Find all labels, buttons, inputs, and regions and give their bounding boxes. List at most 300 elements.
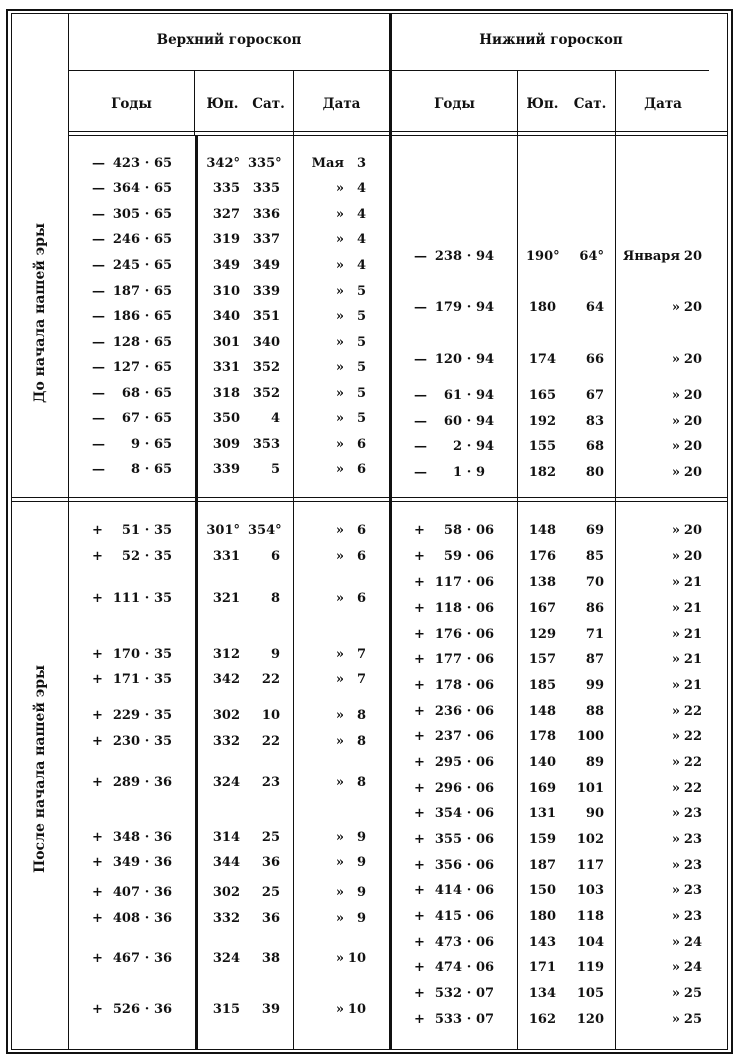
year-fraction: 06: [476, 627, 495, 642]
year-fraction: 65: [154, 437, 173, 452]
lower-jupiter-cell: 165: [528, 388, 556, 403]
date-day: 5: [356, 411, 366, 426]
lower-date-cell: [620, 832, 702, 848]
date-month: »: [335, 885, 344, 900]
year-fraction: 06: [476, 960, 495, 975]
date-month: »: [335, 207, 344, 222]
lower-date-cell: [620, 627, 702, 643]
lower-year-cell: [414, 986, 504, 1002]
upper-year-cell: [92, 672, 182, 688]
lower-date-cell: [620, 755, 702, 771]
year-number: 414: [434, 883, 462, 898]
lower-saturn-cell: 88: [585, 704, 604, 719]
date-day: 20: [683, 414, 702, 429]
year-separator-dot: ·: [144, 855, 150, 870]
upper-jupiter-cell: 301: [212, 335, 240, 350]
year-sign: +: [414, 627, 425, 642]
date-day: 8: [356, 775, 366, 790]
upper-year-cell: [92, 335, 182, 351]
lower-saturn-cell: 69: [585, 523, 604, 538]
year-separator-dot: ·: [144, 181, 150, 196]
year-number: 60: [443, 414, 462, 429]
year-separator-dot: ·: [144, 775, 150, 790]
year-fraction: 65: [154, 462, 173, 477]
upper-date-cell: [300, 855, 366, 871]
year-number: 289: [112, 775, 140, 790]
year-fraction: 94: [476, 300, 495, 315]
upper-year-cell: [92, 411, 182, 427]
year-sign: +: [414, 935, 425, 950]
year-sign: +: [414, 960, 425, 975]
lower-year-cell: [414, 575, 504, 591]
year-sign: +: [414, 883, 425, 898]
lower-date-cell: [620, 352, 702, 368]
lower-year-cell: [414, 704, 504, 720]
lower-date-cell: [620, 249, 702, 265]
year-fraction: 06: [476, 652, 495, 667]
upper-jupiter-cell: 340: [212, 309, 240, 324]
year-fraction: 06: [476, 883, 495, 898]
year-fraction: 94: [476, 249, 495, 264]
upper-date-cell: [300, 830, 366, 846]
year-fraction: 06: [476, 678, 495, 693]
date-month: »: [335, 591, 344, 606]
date-day: 21: [683, 601, 702, 616]
lower-date-cell: [620, 935, 702, 951]
upper-year-cell: [92, 647, 182, 663]
year-number: 467: [112, 951, 140, 966]
year-sign: —: [414, 465, 427, 480]
year-number: 236: [434, 704, 462, 719]
date-month: »: [671, 523, 680, 538]
year-fraction: 07: [476, 1012, 495, 1027]
lower-saturn-cell: 119: [576, 960, 604, 975]
year-number: 178: [434, 678, 462, 693]
date-day: 23: [683, 832, 702, 847]
year-fraction: 94: [476, 414, 495, 429]
upper-year-cell: [92, 181, 182, 197]
lower-col-date: Дата: [644, 96, 682, 112]
date-day: 25: [683, 1012, 702, 1027]
year-separator-dot: ·: [144, 647, 150, 662]
year-fraction: 06: [476, 935, 495, 950]
lower-saturn-cell: 89: [585, 755, 604, 770]
upper-saturn-cell: 25: [261, 830, 280, 845]
date-month: »: [671, 755, 680, 770]
lower-year-cell: [414, 652, 504, 668]
upper-saturn-cell: 339: [252, 284, 280, 299]
date-day: 5: [356, 335, 366, 350]
date-day: 22: [683, 729, 702, 744]
year-separator-dot: ·: [144, 523, 150, 538]
upper-jupiter-cell: 331: [212, 549, 240, 564]
upper-year-cell: [92, 232, 182, 248]
lower-jupiter-cell: 190°: [526, 249, 560, 264]
date-day: 22: [683, 704, 702, 719]
lower-date-cell: [620, 523, 702, 539]
upper-date-cell: [300, 951, 366, 967]
lower-date-cell: [620, 883, 702, 899]
lower-year-cell: [414, 960, 504, 976]
date-month: »: [671, 858, 680, 873]
lower-jupiter-cell: 162: [528, 1012, 556, 1027]
year-number: 176: [434, 627, 462, 642]
lower-horoscope-title: Нижний гороскоп: [479, 32, 623, 48]
year-sign: —: [414, 249, 427, 264]
year-fraction: 36: [154, 830, 173, 845]
lower-saturn-cell: 71: [585, 627, 604, 642]
upper-year-cell: [92, 386, 182, 402]
header-double-line-1: [69, 131, 728, 132]
lower-jupiter-cell: 169: [528, 781, 556, 796]
lower-date-cell: [620, 414, 702, 430]
lower-year-cell: [414, 549, 504, 565]
year-separator-dot: ·: [144, 335, 150, 350]
year-number: 128: [112, 335, 140, 350]
year-separator-dot: ·: [144, 156, 150, 171]
year-separator-dot: ·: [144, 951, 150, 966]
upper-jupiter-cell: 302: [212, 885, 240, 900]
upper-col-years: Годы: [111, 96, 152, 112]
upper-saturn-cell: 340: [252, 335, 280, 350]
upper-year-cell: [92, 951, 182, 967]
date-day: 25: [683, 986, 702, 1001]
lower-date-cell: [620, 601, 702, 617]
date-month: »: [671, 465, 680, 480]
year-separator-dot: ·: [144, 830, 150, 845]
year-sign: +: [414, 755, 425, 770]
upper-jupiter-cell: 309: [212, 437, 240, 452]
year-number: 349: [112, 855, 140, 870]
year-number: 423: [112, 156, 140, 171]
upper-jupiter-cell: 332: [212, 911, 240, 926]
year-fraction: 65: [154, 411, 173, 426]
lower-date-cell: [620, 652, 702, 668]
lower-year-cell: [414, 300, 504, 316]
date-day: 20: [683, 388, 702, 403]
year-separator-dot: ·: [466, 806, 472, 821]
lower-jupiter-cell: 180: [528, 909, 556, 924]
upper-jupiter-cell: 342: [212, 672, 240, 687]
upper-year-cell: [92, 462, 182, 478]
year-fraction: 06: [476, 523, 495, 538]
year-sign: —: [92, 411, 105, 426]
year-number: 408: [112, 911, 140, 926]
upper-saturn-cell: 349: [252, 258, 280, 273]
upper-year-cell: [92, 437, 182, 453]
date-day: 24: [683, 960, 702, 975]
year-number: 9: [130, 437, 140, 452]
date-month: »: [671, 575, 680, 590]
date-month: »: [671, 439, 680, 454]
year-sign: +: [92, 647, 103, 662]
upper-year-cell: [92, 591, 182, 607]
year-sign: —: [92, 156, 105, 171]
year-separator-dot: ·: [144, 309, 150, 324]
year-number: 179: [434, 300, 462, 315]
year-number: 52: [121, 549, 140, 564]
lower-year-cell: [414, 678, 504, 694]
date-day: 4: [356, 258, 366, 273]
upper-date-cell: [300, 591, 366, 607]
year-number: 1: [452, 465, 462, 480]
year-separator-dot: ·: [466, 986, 472, 1001]
date-day: 4: [356, 181, 366, 196]
date-day: 6: [356, 523, 366, 538]
lower-col-jup: Юп.: [526, 96, 559, 112]
year-number: 187: [112, 284, 140, 299]
year-fraction: 07: [476, 986, 495, 1001]
year-sign: —: [92, 309, 105, 324]
date-day: 3: [356, 156, 366, 171]
year-sign: +: [414, 575, 425, 590]
date-month: »: [335, 360, 344, 375]
upper-date-cell: [300, 1002, 366, 1018]
lower-date-cell: [620, 986, 702, 1002]
year-number: 2: [452, 439, 462, 454]
date-month: »: [671, 832, 680, 847]
upper-date-cell: [300, 523, 366, 539]
year-sign: +: [414, 1012, 425, 1027]
year-fraction: 06: [476, 806, 495, 821]
year-separator-dot: ·: [144, 462, 150, 477]
date-day: 8: [356, 708, 366, 723]
upper-saturn-cell: 22: [261, 672, 280, 687]
upper-jupiter-cell: 342°: [206, 156, 240, 171]
year-separator-dot: ·: [466, 601, 472, 616]
lower-saturn-cell: 117: [576, 858, 604, 873]
year-fraction: 36: [154, 1002, 173, 1017]
year-sign: +: [414, 729, 425, 744]
lower-saturn-cell: 101: [576, 781, 604, 796]
upper-jupiter-cell: 344: [212, 855, 240, 870]
lower-date-cell: [620, 806, 702, 822]
date-month: »: [335, 734, 344, 749]
year-separator-dot: ·: [144, 437, 150, 452]
year-number: 474: [434, 960, 462, 975]
date-day: 20: [683, 300, 702, 315]
section-label-after: После начала нашей эры: [32, 664, 48, 873]
lower-saturn-cell: 85: [585, 549, 604, 564]
lower-saturn-cell: 103: [576, 883, 604, 898]
date-day: 5: [356, 309, 366, 324]
lower-saturn-cell: 102: [576, 832, 604, 847]
upper-year-cell: [92, 830, 182, 846]
upper-date-cell: [300, 232, 366, 248]
year-number: 229: [112, 708, 140, 723]
lower-jupiter-cell: 157: [528, 652, 556, 667]
year-separator-dot: ·: [144, 591, 150, 606]
date-day: 21: [683, 652, 702, 667]
date-month: »: [671, 704, 680, 719]
subheader-line: [69, 70, 709, 71]
date-month: »: [671, 960, 680, 975]
year-fraction: 36: [154, 885, 173, 900]
upper-saturn-cell: 352: [252, 386, 280, 401]
lower-saturn-cell: 80: [585, 465, 604, 480]
year-fraction: 06: [476, 575, 495, 590]
lower-jupiter-cell: 182: [528, 465, 556, 480]
upper-date-cell: [300, 462, 366, 478]
date-month: »: [671, 781, 680, 796]
year-fraction: 65: [154, 386, 173, 401]
year-number: 415: [434, 909, 462, 924]
lower-saturn-cell: 64°: [579, 249, 604, 264]
upper-jupiter-cell: 327: [212, 207, 240, 222]
upper-year-cell: [92, 855, 182, 871]
upper-date-cell: [300, 411, 366, 427]
year-number: 170: [112, 647, 140, 662]
upper-year-cell: [92, 360, 182, 376]
year-separator-dot: ·: [144, 284, 150, 299]
date-day: 6: [356, 437, 366, 452]
year-fraction: 06: [476, 549, 495, 564]
year-sign: +: [414, 601, 425, 616]
year-number: 61: [443, 388, 462, 403]
date-month: »: [671, 388, 680, 403]
year-fraction: 65: [154, 360, 173, 375]
year-sign: +: [92, 549, 103, 564]
upper-date-cell: [300, 437, 366, 453]
date-day: 9: [356, 855, 366, 870]
lower-jupiter-cell: 150: [528, 883, 556, 898]
lower-jupiter-cell: 176: [528, 549, 556, 564]
lower-year-cell: [414, 352, 504, 368]
upper-horoscope-title: Верхний гороскоп: [156, 32, 302, 48]
date-month: »: [335, 411, 344, 426]
date-month: »: [671, 909, 680, 924]
year-sign: +: [92, 775, 103, 790]
upper-year-cell: [92, 309, 182, 325]
year-fraction: 36: [154, 775, 173, 790]
year-separator-dot: ·: [144, 360, 150, 375]
lower-saturn-cell: 105: [576, 986, 604, 1001]
year-number: 58: [443, 523, 462, 538]
date-day: 22: [683, 781, 702, 796]
lower-year-cell: [414, 601, 504, 617]
year-fraction: 06: [476, 755, 495, 770]
lower-saturn-cell: 99: [585, 678, 604, 693]
lower-jupiter-cell: 174: [528, 352, 556, 367]
year-number: 526: [112, 1002, 140, 1017]
date-day: 10: [347, 1002, 366, 1017]
year-sign: +: [92, 708, 103, 723]
date-day: 9: [356, 885, 366, 900]
upper-year-cell: [92, 708, 182, 724]
lower-year-cell: [414, 388, 504, 404]
year-separator-dot: ·: [466, 523, 472, 538]
year-sign: +: [414, 781, 425, 796]
date-day: 5: [356, 360, 366, 375]
year-fraction: 35: [154, 591, 173, 606]
year-sign: +: [92, 885, 103, 900]
year-sign: —: [92, 437, 105, 452]
upper-date-cell: [300, 156, 366, 172]
year-fraction: 65: [154, 258, 173, 273]
year-fraction: 94: [476, 352, 495, 367]
year-number: 111: [112, 591, 140, 606]
upper-jupiter-cell: 324: [212, 951, 240, 966]
date-day: 21: [683, 627, 702, 642]
date-month: Января: [622, 249, 680, 264]
upper-jupiter-cell: 349: [212, 258, 240, 273]
date-day: 20: [683, 352, 702, 367]
year-fraction: 65: [154, 284, 173, 299]
upper-date-cell: [300, 708, 366, 724]
lower-jupiter-cell: 129: [528, 627, 556, 642]
date-month: »: [671, 414, 680, 429]
year-sign: —: [92, 207, 105, 222]
lower-date-cell: [620, 549, 702, 565]
lower-date-cell: [620, 388, 702, 404]
date-month: »: [335, 335, 344, 350]
upper-saturn-cell: 36: [261, 911, 280, 926]
date-month: »: [671, 883, 680, 898]
lower-jupiter-cell: 131: [528, 806, 556, 821]
lower-jupiter-cell: 140: [528, 755, 556, 770]
upper-year-cell: [92, 284, 182, 300]
upper-jupiter-cell: 339: [212, 462, 240, 477]
year-number: 356: [434, 858, 462, 873]
lower-jupiter-cell: 178: [528, 729, 556, 744]
date-month: »: [335, 1002, 344, 1017]
upper-jupiter-cell: 315: [212, 1002, 240, 1017]
upper-date-cell: [300, 911, 366, 927]
date-day: 20: [683, 465, 702, 480]
horoscope-divider: [389, 13, 392, 1050]
date-day: 23: [683, 806, 702, 821]
upper-date-cell: [300, 181, 366, 197]
date-day: 7: [356, 672, 366, 687]
upper-year-cell: [92, 775, 182, 791]
date-day: 6: [356, 591, 366, 606]
date-month: »: [335, 549, 344, 564]
year-fraction: 06: [476, 704, 495, 719]
date-month: »: [335, 775, 344, 790]
upper-year-cell: [92, 734, 182, 750]
date-day: 7: [356, 647, 366, 662]
year-number: 117: [434, 575, 462, 590]
year-separator-dot: ·: [144, 885, 150, 900]
year-number: 237: [434, 729, 462, 744]
year-sign: +: [414, 678, 425, 693]
year-fraction: 06: [476, 781, 495, 796]
year-sign: —: [92, 360, 105, 375]
year-fraction: 35: [154, 549, 173, 564]
date-month: »: [671, 352, 680, 367]
lower-year-cell: [414, 414, 504, 430]
lower-col-years: Годы: [434, 96, 475, 112]
date-day: 21: [683, 575, 702, 590]
date-month: »: [335, 258, 344, 273]
lower-jupiter-cell: 159: [528, 832, 556, 847]
lower-date-cell: [620, 678, 702, 694]
year-sign: +: [414, 909, 425, 924]
year-separator-dot: ·: [466, 652, 472, 667]
year-separator-dot: ·: [144, 386, 150, 401]
year-sign: +: [92, 734, 103, 749]
side-column-divider: [68, 13, 69, 1050]
lower-jupiter-cell: 167: [528, 601, 556, 616]
date-month: »: [671, 549, 680, 564]
upper-date-cell: [300, 284, 366, 300]
year-separator-dot: ·: [466, 439, 472, 454]
year-number: 364: [112, 181, 140, 196]
year-sign: +: [414, 806, 425, 821]
year-fraction: 06: [476, 832, 495, 847]
upper-saturn-cell: 39: [261, 1002, 280, 1017]
year-number: 407: [112, 885, 140, 900]
